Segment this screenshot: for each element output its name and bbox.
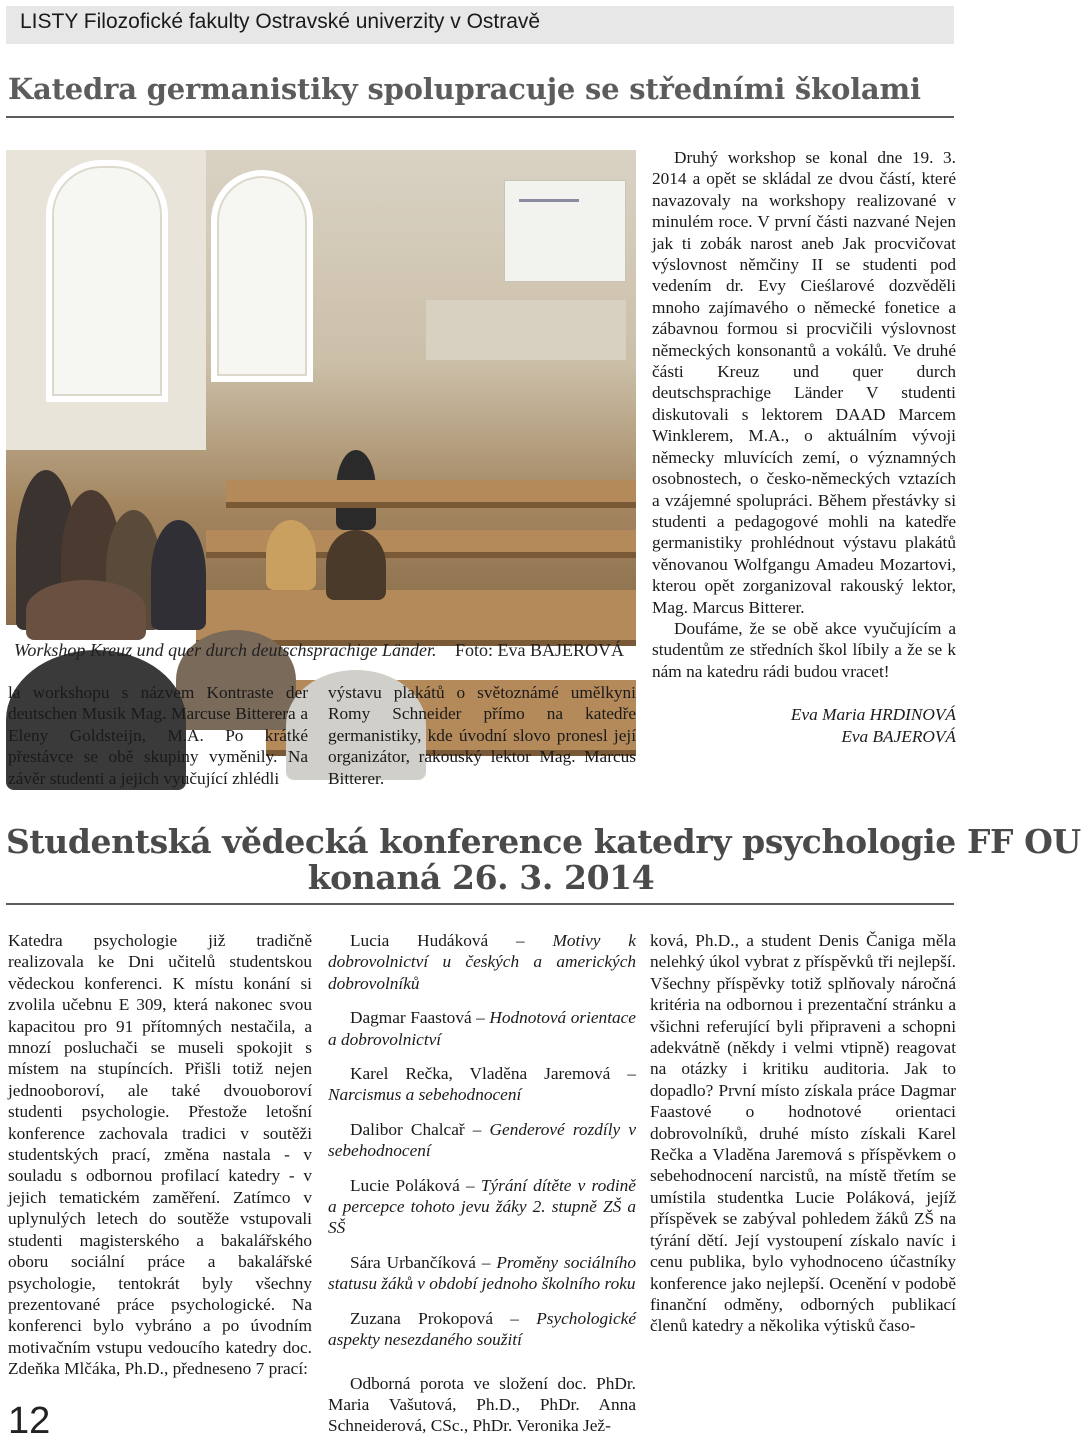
window-shape — [46, 160, 168, 402]
talk-list — [328, 930, 636, 1437]
article1-title: Katedra germanistiky spolupracuje se středními školami — [8, 72, 921, 106]
talk-author: Lucie Poláková – — [350, 1175, 481, 1195]
list-item — [328, 1175, 636, 1239]
list-item — [328, 1252, 636, 1295]
journal-header — [6, 6, 954, 44]
article1-column-1 — [8, 682, 308, 789]
list-item — [328, 1119, 636, 1162]
caption-credit: Foto: Eva BAJEROVÁ — [454, 640, 624, 660]
article2-column-1 — [8, 930, 312, 1380]
author-signature — [652, 704, 956, 748]
window-shape — [211, 170, 313, 382]
talk-title: Psychologické aspekty nesezdaného soužití — [328, 1308, 636, 1350]
paragraph: Druhý workshop se konal dne 19. 3. 2014 a opět se skládal ze dvou částí, které navazovaly na workshopy realizované v minulém roce. V první části nazvané Nejen jak ti zobák narost aneb Jak procvičovat výslovnost němčiny II se studenti pod vedením dr. Evy Cieślarové dozvěděli mnoho zajímavého o německé fonetice a zábavnou formou si procvičili výslovnost německých konsonantů a vokálů. Ve druhé části Kreuz und quer durch deutschsprachige Länder V studenti diskutovali s lektorem DAAD Marcem Winklerem, M.A., o aktuálním vývoji německy mluvících zemí, o významných osobnostech, o česko-německých vztazích a vzájemné spolupráci. Během přestávky si studenti a pedagogové mohli na katedře germanistiky prohlédnout výstavu plakátů věnovanou Wolfgangu Amadeu Mozartovi, kterou opět zorganizoval rakouský lektor, Mag. Marcus Bitterer. — [652, 148, 956, 617]
list-item — [328, 930, 636, 994]
talk-title: Hodnotová orientace a dobrovolnictví — [328, 1008, 636, 1049]
article2-column-3 — [650, 930, 956, 1337]
page-number: 12 — [8, 1400, 51, 1442]
paragraph: Odborná porota ve složení doc. PhDr. Maria Vašutová, Ph.D., PhDr. Anna Schneiderová, CSc., PhDr. Veronika Jež- — [328, 1373, 636, 1436]
talk-author: Dalibor Chalcař – — [350, 1119, 490, 1139]
journal-header-text: LISTY Filozofické fakulty Ostravské univerzity v Ostravě — [20, 10, 541, 33]
article2-title: Studentská vědecká konference katedry psychologie FF OU — [6, 822, 1081, 861]
author-name: Eva BAJEROVÁ — [841, 727, 956, 747]
talk-author: Zuzana Prokopová – — [350, 1308, 537, 1328]
talk-title: Týrání dítěte v rodině a percepce tohoto jevu žáky 2. stupně ZŠ a SŠ — [328, 1175, 636, 1238]
projection-screen — [504, 180, 626, 282]
workshop-photo — [6, 150, 636, 625]
talk-title: Narcismus a sebehodnocení — [328, 1085, 522, 1105]
list-item — [328, 1063, 636, 1106]
talk-author: Sára Urbančíková – — [350, 1252, 497, 1272]
talk-title: Proměny sociálního statusu žáků v období jednoho školního roku — [328, 1252, 636, 1294]
article1-column-2 — [328, 682, 636, 789]
paragraph: la workshopu s názvem Kontraste der deutschen Musik Mag. Marcuse Bitterera a Eleny Goldsteijn, M.A. Po krátké přestávce se obě skupiny vyměnily. Na závěr studenti a jejich vyučující zhlédli — [8, 683, 308, 788]
article2-title-line2: konaná 26. 3. 2014 — [307, 858, 655, 897]
paragraph: Katedra psychologie již tradičně realizovala ke Dni učitelů studentskou vědeckou konferenci. K místu konání si zvolila učebnu E 309, která nakonec svou kapacitou pro 91 přítomných nestačila, a mnozí posluchači se museli spokojit s místem na stupíncích. Přišli totiž nejen jednooboroví, ale také dvouoboroví studenti psychologie. Přestože letošní konference zachovala tradici v soutěži studentských prací, změna nastala - v souladu s odbornou profilací katedry - v jejich tematickém zaměření. Zatímco v uplynulých letech do soutěže vstupovali studenti magisterského a bakalářského oboru sociální práce a bakalářské psychologie, tentokrát byly všechny prezentované práce psychologické. Na konferenci bylo vybráno a po úvodním motivačním vstupu vedoucího katedry doc. Zdeňka Mlčáka, Ph.D., předneseno 7 prací: — [8, 931, 312, 1379]
talk-title: Motivy k dobrovolnictví u českých a amerických dobrovolníků — [328, 931, 636, 993]
caption-description: Workshop Kreuz und quer durch deutschsprachige Länder. — [14, 640, 437, 660]
talk-author: Dagmar Faastová – — [350, 1008, 490, 1028]
paragraph: ková, Ph.D., a student Denis Čaniga měla nelehký úkol vybrat z příspěvků tři nejlepší. Všechny příspěvky totiž splňovaly náročná kritéria na odbornou i prezentační stránku a všichni referující byli připraveni a schopni adekvátně (někdy i velmi vtipně) reagovat na otázky i kritiku auditoria. Jak to dopadlo? První místo získala práce Dagmar Faastové o hodnotové orientaci dobrovolníků, druhé místo získali Karel Rečka a Vladěna Jaremová s příspěvkem o sebehodnocení narcistů, na místě třetím se umístila studentka Lucie Poláková, jejíž příspěvek se zabýval pohledem žáků ZŠ na týrání dětí. Její vystoupení získalo navíc i cenu publika, bylo vyhodnoceno účastníky konference jako nejlepší. Ocenění v podobě finanční odměny, odborných publikací členů katedry a několika výtisků časo- — [650, 931, 956, 1336]
title-rule — [6, 116, 954, 118]
list-item — [328, 1007, 636, 1050]
title-rule — [6, 903, 954, 905]
paragraph: Doufáme, že se obě akce vyučujícím a studentům ze středních škol líbily a že se k nám na katedru rádi budou vracet! — [652, 618, 956, 681]
paragraph: výstavu plakátů o světoznámé umělkyni Romy Schneider přímo na katedře germanistiky, kde úvodní slovo pronesl její organizátor, rakouský lektor Mag. Marcus Bitterer. — [328, 683, 636, 788]
article1-column-3 — [652, 147, 956, 748]
author-name: Eva Maria HRDINOVÁ — [790, 705, 956, 725]
list-item — [328, 1308, 636, 1351]
talk-title: Genderové rozdíly v sebehodnocení — [328, 1119, 636, 1161]
photo-caption — [0, 637, 636, 667]
talk-author: Karel Rečka, Vladěna Jaremová – — [350, 1064, 636, 1084]
talk-author: Lucia Hudáková – — [350, 931, 553, 950]
